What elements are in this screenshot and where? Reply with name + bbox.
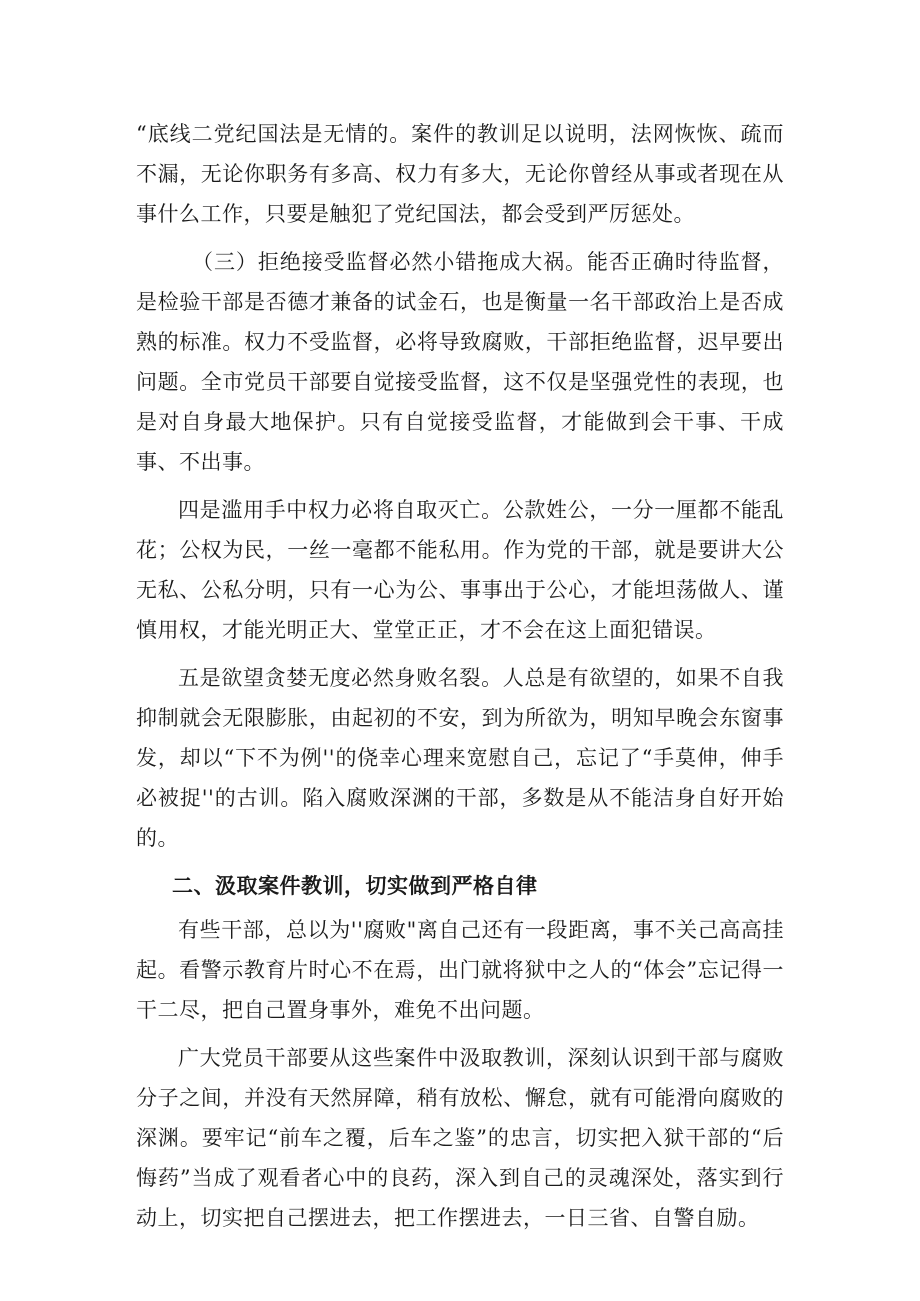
section-heading: 二、汲取案件教训，切实做到严格自律 — [172, 874, 538, 898]
paragraph-supervision: （三）拒绝接受监督必然小错拖成大祸。能否正确时待监督，是检验干部是否德才兼备的试金石，也是衡量一名干部政治上是否成熟的标准。权力不受监督，必将导致腐败，干部拒绝监督，迟早要出问题。全市党员干部要自觉接受监督，这不仅是坚强党性的表现，也是对自身最大地保护。只有自觉接受监督，才能做到会干事、干成事、不出事。 — [136, 250, 784, 474]
paragraph-abuse-of-power: 四是滥用手中权力必将自取灭亡。公款姓公，一分一厘都不能乱花；公权为民，一丝一毫都不能私用。作为党的干部，就是要讲大公无私、公私分明，只有一心为公、事事出于公心，才能坦荡做人、谨慎用权，才能光明正大、堂堂正正，才不会在这上面犯错误。 — [136, 498, 784, 642]
paragraph-some-cadres: 有些干部，总以为''腐败"离自己还有一段距离，事不关己高高挂起。看警示教育片时心不在焉，出门就将狱中之人的“体会”忘记得一干二尽，把自己置身事外，难免不出问题。 — [136, 918, 784, 1022]
document-body — [136, 114, 784, 1246]
paragraph-greed: 五是欲望贪婪无度必然身败名裂。人总是有欲望的，如果不自我抑制就会无限膨胀，由起初的不安，到为所欲为，明知早晚会东窗事发，却以“下不为例''的侥幸心理来宽慰自己，忘记了“手莫伸，伸手必被捉''的古训。陷入腐败深渊的干部，多数是从不能洁身自好开始的。 — [136, 666, 784, 850]
paragraph-learn-lessons: 广大党员干部要从这些案件中汲取教训，深刻认识到干部与腐败分子之间，并没有天然屏障，稍有放松、懈怠，就有可能滑向腐败的深渊。要牢记“前车之覆，后车之鉴”的忠言，切实把入狱干部的“后悔药”当成了观看者心中的良药，深入到自己的灵魂深处，落实到行动上，切实把自己摆进去，把工作摆进去，一日三省、自警自励。 — [136, 1046, 784, 1230]
paragraph-bottom-line: “底线二党纪国法是无情的。案件的教训足以说明，法网恢恢、疏而不漏，无论你职务有多高、权力有多大，无论你曾经从事或者现在从事什么工作，只要是触犯了党纪国法，都会受到严厉惩处。 — [136, 122, 784, 226]
